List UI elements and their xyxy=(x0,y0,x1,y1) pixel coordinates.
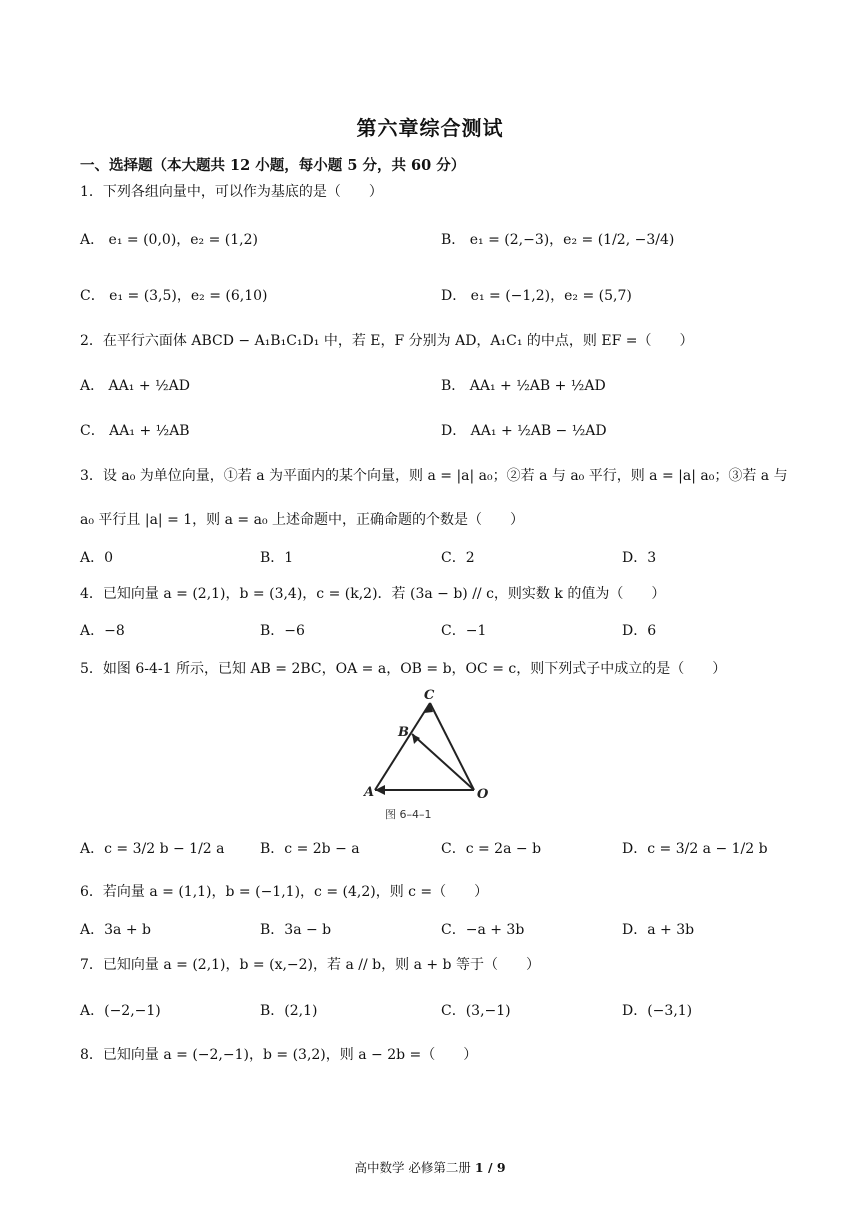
question-5-option-d: D．c = 3/2 a − 1/2 b xyxy=(622,841,768,857)
arrow-b-icon xyxy=(412,734,420,744)
question-2-option-d: D． AA₁ + ½AB − ½AD xyxy=(441,423,607,439)
question-3-stem: 3．设 a₀ 为单位向量，①若 a 为平面内的某个向量，则 a = |a| a₀；②若 a 与 a₀ 平行，则 a = |a| a₀；③若 a 与 xyxy=(80,468,788,484)
question-8-stem: 8．已知向量 a = (−2,−1)，b = (3,2)，则 a − 2b =（ ） xyxy=(80,1047,478,1063)
question-2-stem: 2．在平行六面体 ABCD − A₁B₁C₁D₁ 中，若 E，F 分别为 AD，A₁C₁ 的中点，则 EF =（ ） xyxy=(80,333,694,349)
question-6-stem: 6．若向量 a = (1,1)，b = (−1,1)，c = (4,2)，则 c =（ ） xyxy=(80,884,489,900)
page-footer xyxy=(0,1158,860,1176)
question-4-option-c: C．−1 xyxy=(441,623,487,639)
question-3-option-a: A．0 xyxy=(80,550,114,566)
question-2-option-b: B． AA₁ + ½AB + ½AD xyxy=(441,378,606,394)
question-6-option-b: B．3a − b xyxy=(260,922,332,938)
section-heading: 一、选择题（本大题共 12 小题，每小题 5 分，共 60 分） xyxy=(80,157,466,174)
question-2-option-a: A． AA₁ + ½AD xyxy=(80,378,190,394)
question-4-option-b: B．−6 xyxy=(260,623,305,639)
question-5-stem: 5．如图 6-4-1 所示，已知 AB = 2BC，OA = a，OB = b，OC = c，则下列式子中成立的是（ ） xyxy=(80,661,727,677)
label-b: B xyxy=(398,725,409,740)
segment-bo xyxy=(412,734,474,790)
question-1-option-d: D． e₁ = (−1,2)，e₂ = (5,7) xyxy=(441,288,632,304)
segment-ac xyxy=(375,703,430,790)
question-7-option-d: D．(−3,1) xyxy=(622,1003,693,1019)
label-a: A xyxy=(364,785,375,798)
segment-co xyxy=(430,703,474,790)
triangle-figure xyxy=(362,686,492,798)
question-6-option-d: D．a + 3b xyxy=(622,922,695,938)
question-5-option-c: C．c = 2a − b xyxy=(441,841,542,857)
question-6-option-a: A．3a + b xyxy=(80,922,151,938)
question-1-option-a: A． e₁ = (0,0)，e₂ = (1,2) xyxy=(80,232,258,248)
question-5-option-b: B．c = 2b − a xyxy=(260,841,360,857)
label-c: C xyxy=(424,688,435,703)
question-1-option-c: C． e₁ = (3,5)，e₂ = (6,10) xyxy=(80,288,268,304)
question-4-option-a: A．−8 xyxy=(80,623,125,639)
question-1-option-b: B． e₁ = (2,−3)，e₂ = (1/2, −3/4) xyxy=(441,232,675,248)
page-number: 1 / 9 xyxy=(474,1160,506,1175)
footer-text: 高中数学 必修第二册 xyxy=(354,1160,475,1175)
figure-caption: 图 6–4–1 xyxy=(385,808,432,821)
question-5-option-a: A．c = 3/2 b − 1/2 a xyxy=(80,841,225,857)
question-4-stem: 4．已知向量 a = (2,1)，b = (3,4)，c = (k,2)．若 (3a − b) // c，则实数 k 的值为（ ） xyxy=(80,586,666,602)
question-3-stem-continued: a₀ 平行且 |a| = 1，则 a = a₀ 上述命题中，正确命题的个数是（ ） xyxy=(80,512,525,528)
question-6-option-c: C．−a + 3b xyxy=(441,922,525,938)
label-o: O xyxy=(477,787,489,798)
question-4-option-d: D．6 xyxy=(622,623,657,639)
question-7-option-c: C．(3,−1) xyxy=(441,1003,511,1019)
question-3-option-d: D．3 xyxy=(622,550,657,566)
question-7-option-b: B．(2,1) xyxy=(260,1003,318,1019)
question-1-stem: 1．下列各组向量中，可以作为基底的是（ ） xyxy=(80,184,383,200)
page-title: 第六章综合测试 xyxy=(356,116,504,140)
question-7-option-a: A．(−2,−1) xyxy=(80,1003,161,1019)
question-3-option-c: C．2 xyxy=(441,550,475,566)
question-3-option-b: B．1 xyxy=(260,550,294,566)
question-7-stem: 7．已知向量 a = (2,1)，b = (x,−2)，若 a // b，则 a + b 等于（ ） xyxy=(80,957,540,973)
question-2-option-c: C． AA₁ + ½AB xyxy=(80,423,190,439)
